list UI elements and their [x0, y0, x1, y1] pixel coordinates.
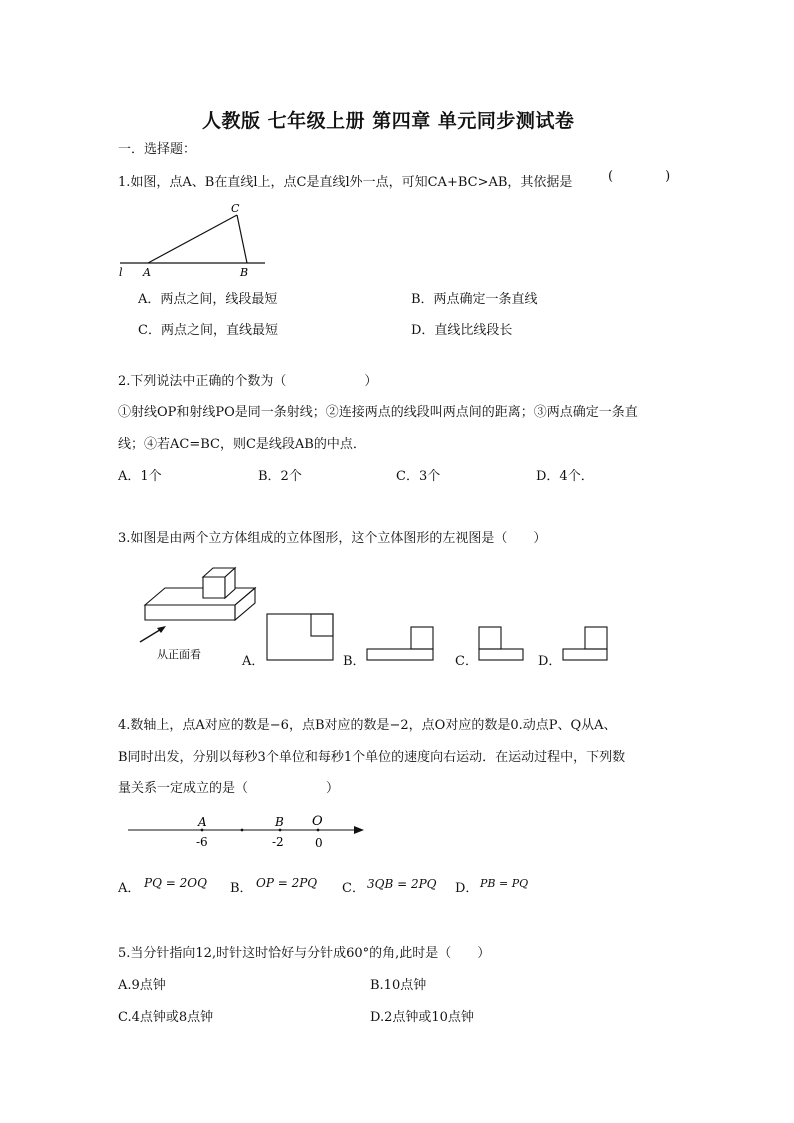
q2-line2: 线；④若AC=BC，则C是线段AB的中点． — [118, 437, 366, 452]
q4-option-c-label: C． — [342, 881, 365, 896]
q1-option-d: D．直线比线段长 — [411, 323, 513, 338]
q4-option-b-expr: OP = 2PQ — [256, 876, 318, 890]
q4-line1: 4.数轴上，点A对应的数是−6，点B对应的数是−2，点O对应的数是0.动点P、Q从A、 — [118, 718, 617, 733]
q4-line3: 量关系一定成立的是（ ） — [118, 781, 340, 796]
label-point-a: A — [198, 815, 207, 829]
solid-3d-figure — [145, 568, 255, 620]
section-heading: 一．选择题： — [118, 142, 197, 157]
segment-ca — [148, 215, 237, 263]
q5-option-a: A.9点钟 — [118, 978, 166, 993]
q1-option-a: A．两点之间，线段最短 — [138, 292, 278, 307]
q5-option-c: C.4点钟或8点钟 — [118, 1010, 214, 1025]
q4-option-a-expr: PQ = 2OQ — [144, 876, 207, 890]
q4-option-d-label: D． — [455, 881, 479, 896]
q2-option-a: A．1个 — [118, 469, 162, 484]
q4-line2: B同时出发，分别以每秒3个单位和每秒1个单位的速度向右运动．在运动过程中，下列数 — [118, 750, 626, 765]
value-o: 0 — [315, 836, 323, 850]
q2-line1: ①射线OP和射线PO是同一条射线；②连接两点的线段叫两点间的距离；③两点确定一条直 — [118, 405, 638, 420]
q1-option-b: B．两点确定一条直线 — [411, 292, 538, 307]
point-a — [201, 829, 204, 832]
view-label: 从正面看 — [157, 648, 201, 661]
q3-option-d: D． — [538, 654, 562, 669]
label-l: l — [119, 266, 123, 279]
q3-stem: 3.如图是由两个立方体组成的立体图形，这个立体图形的左视图是（ ） — [118, 531, 547, 546]
q4-option-c-expr: 3QB = 2PQ — [367, 877, 437, 891]
option-d-view — [563, 627, 607, 660]
q5-option-b: B.10点钟 — [370, 978, 427, 993]
tick-mid — [241, 829, 244, 832]
label-b: B — [240, 266, 249, 279]
value-b: -2 — [272, 835, 284, 849]
label-a: A — [143, 266, 151, 279]
q5-stem: 5.当分针指向12,时针这时恰好与分针成60°的角,此时是（ ） — [118, 946, 491, 961]
point-o — [317, 829, 320, 832]
q4-option-b-label: B． — [230, 881, 253, 896]
label-c: C — [231, 202, 240, 215]
option-a-view — [267, 614, 333, 660]
label-point-b: B — [275, 815, 284, 829]
q2-option-b: B．2个 — [258, 469, 302, 484]
q3-option-c: C． — [455, 654, 478, 669]
q2-option-c: C．3个 — [396, 469, 441, 484]
q3-option-b: B． — [343, 654, 366, 669]
q1-option-c: C．两点之间，直线最短 — [138, 323, 278, 338]
q5-option-d: D.2点钟或10点钟 — [370, 1010, 474, 1025]
page-title: 人教版 七年级上册 第四章 单元同步测试卷 — [202, 110, 575, 132]
q1-answer-paren: ( ) — [608, 169, 671, 184]
q1-figure — [110, 198, 280, 280]
segment-cb — [237, 215, 247, 263]
option-c-view — [479, 627, 523, 660]
q4-option-a-label: A． — [118, 881, 141, 896]
axis-arrowhead — [354, 826, 364, 834]
q3-option-a: A． — [242, 654, 265, 669]
option-b-view — [367, 627, 433, 660]
value-a: -6 — [196, 835, 208, 849]
q2-option-d: D．4个． — [536, 469, 594, 484]
q4-option-d-expr: PB = PQ — [480, 877, 529, 890]
number-line — [120, 812, 375, 854]
q2-stem: 2.下列说法中正确的个数为（ ） — [118, 374, 378, 389]
point-b — [279, 829, 282, 832]
label-point-o: O — [312, 814, 323, 829]
view-arrowhead — [157, 626, 166, 633]
q1-stem: 1.如图，点A、B在直线l上，点C是直线l外一点，可知CA+BC>AB，其依据是 — [118, 175, 573, 190]
